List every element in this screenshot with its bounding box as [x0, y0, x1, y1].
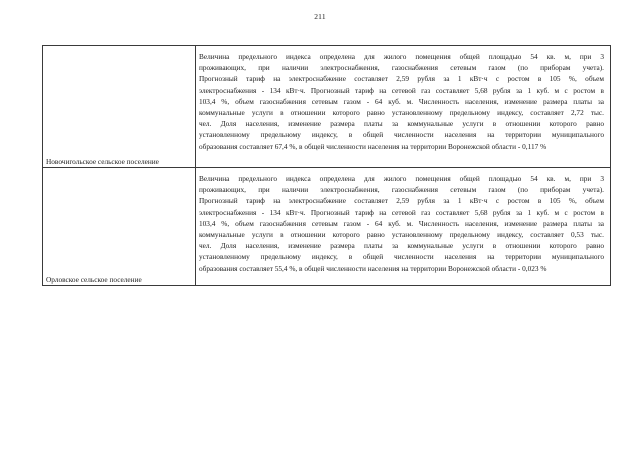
- page-number: 211: [314, 12, 326, 21]
- text-line: образования составляет 67,4 %, в общей численности населения на территории Воронежской области - 0,117 %: [199, 141, 547, 151]
- text-line: Прогнозный тариф на электроснабжение составляет 2,59 рубля за 1 кВт·ч с ростом в 105 %, объем: [199, 74, 604, 84]
- text-line: 103,4 %, объем газоснабжения сетевым газом - 64 куб. м. Численность населения, изменение размера платы за: [199, 96, 604, 106]
- text-line: Прогнозный тариф на электроснабжение составляет 2,59 рубля за 1 кВт·ч с ростом в 105 %, объем: [199, 196, 604, 206]
- text-line: Величина предельного индекса определена для жилого помещения общей площадью 54 кв. м, при 3: [199, 52, 604, 61]
- index-description-cell: [196, 46, 611, 168]
- settlement-name-cell: Орловское сельское поселение: [43, 168, 196, 286]
- text-line: чел. Доля населения, изменение размера платы за коммунальные услуги в отношении которого равно: [199, 119, 604, 129]
- text-line: установленному предельному индексу, в общей численности населения на территории муниципального: [199, 130, 604, 140]
- text-line: коммунальные услуги в отношении которого равно установленному предельному индексу, составляет 2,72 тыс.: [199, 108, 604, 118]
- text-line: проживающих, при наличии электроснабжения, газоснабжения сетевым газом (по приборам учета).: [199, 63, 604, 73]
- text-line: образования составляет 55,4 %, в общей численности населения на территории Воронежской области - 0,023 %: [199, 263, 547, 273]
- text-line: установленному предельному индексу, в общей численности населения на территории муниципального: [199, 252, 604, 262]
- text-line: Величина предельного индекса определена для жилого помещения общей площадью 54 кв. м, при 3: [199, 174, 604, 183]
- text-line: проживающих, при наличии электроснабжения, газоснабжения сетевым газом (по приборам учета).: [199, 185, 604, 195]
- tariff-index-table: [42, 45, 611, 286]
- table-row: [43, 46, 611, 168]
- index-description-cell: [196, 168, 611, 286]
- index-description-text: [196, 173, 610, 274]
- text-line: электроснабжения - 134 кВт·ч. Прогнозный тариф на сетевой газ составляет 5,68 рубля за 1 куб. м с ростом в: [199, 207, 604, 217]
- text-line: 103,4 %, объем газоснабжения сетевым газом - 64 куб. м. Численность населения, изменение размера платы за: [199, 218, 604, 228]
- text-line: чел. Доля населения, изменение размера платы за коммунальные услуги в отношении которого равно: [199, 241, 604, 251]
- settlement-name-cell: Новочигольское сельское поселение: [43, 46, 196, 168]
- text-line: электроснабжения - 134 кВт·ч. Прогнозный тариф на сетевой газ составляет 5,68 рубля за 1 куб. м с ростом в: [199, 85, 604, 95]
- table-row: [43, 168, 611, 286]
- index-description-text: [196, 51, 610, 152]
- text-line: коммунальные услуги в отношении которого равно установленному предельному индексу, составляет 0,53 тыс.: [199, 230, 604, 240]
